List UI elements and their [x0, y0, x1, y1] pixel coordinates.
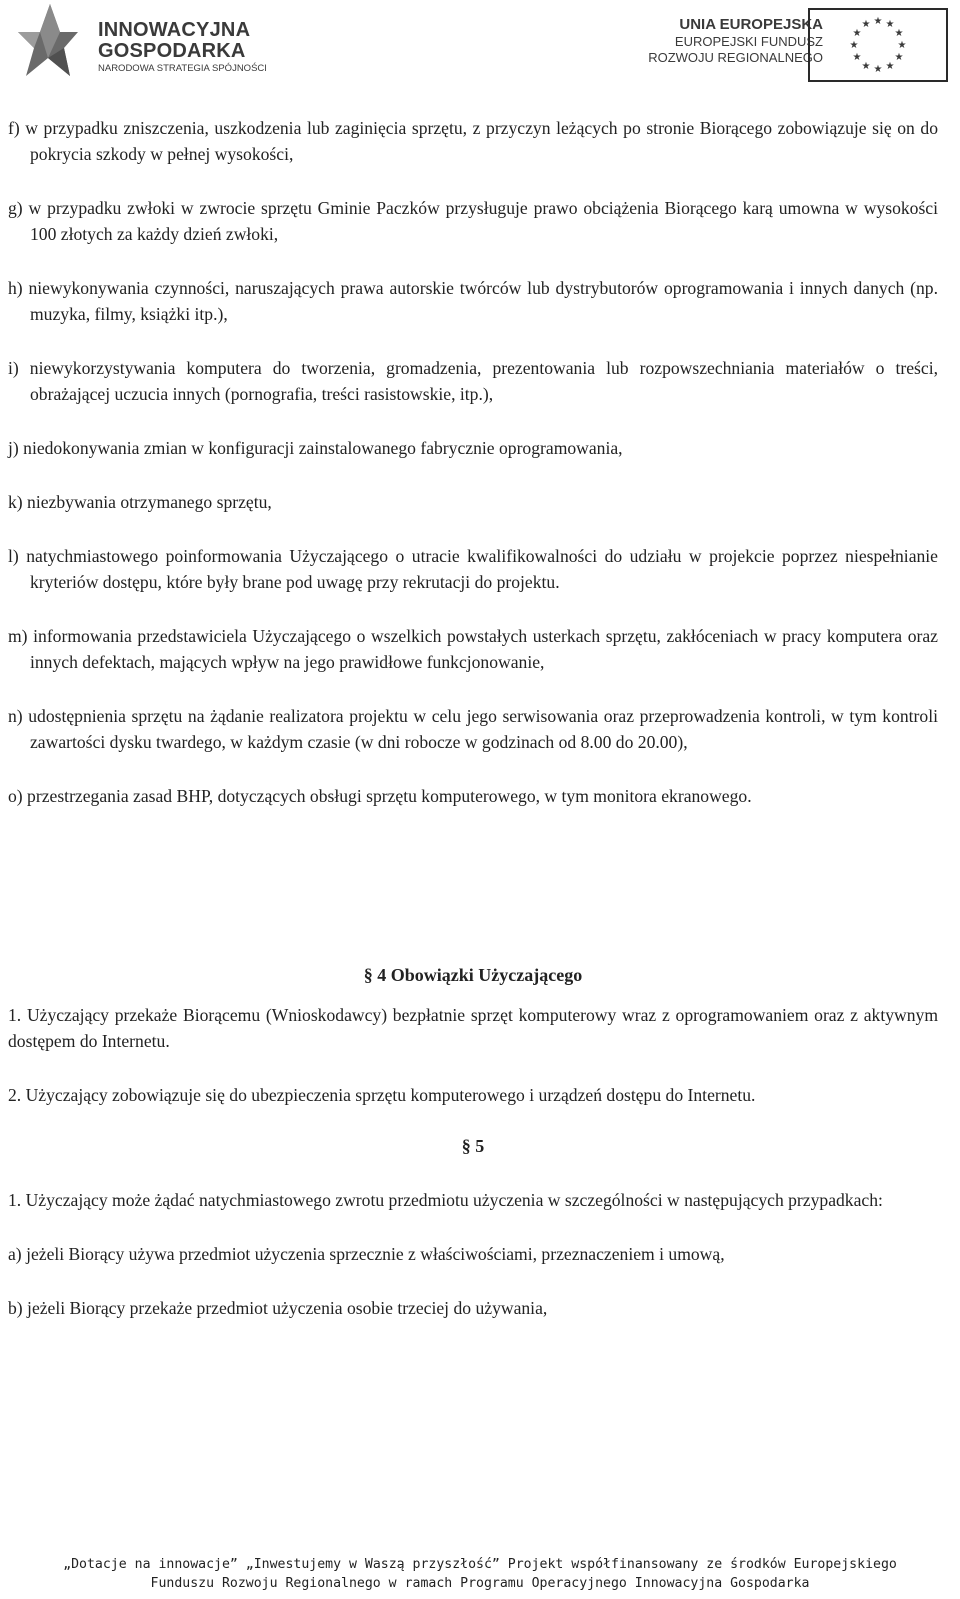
- innowacyjna-gospodarka-logo: [14, 2, 267, 80]
- svg-text:★: ★: [852, 52, 862, 63]
- eu-line1: UNIA EUROPEJSKA: [679, 16, 823, 33]
- item-l: l) natychmiastowego poinformowania Użyczającego o utracie kwalifikowalności do udziału w projekcie poprzez niespełnianie kryteriów dostępu, które były brane pod uwagę przy rekrutacji do projektu.: [8, 546, 938, 592]
- eu-flag-icon: [808, 8, 948, 82]
- document-body: [8, 115, 938, 1349]
- section4-paragraph-2: 2. Użyczający zobowiązuje się do ubezpieczenia sprzętu komputerowego i urządzeń dostępu do Internetu.: [8, 1085, 756, 1105]
- logo-title-line2: GOSPODARKA: [98, 40, 246, 62]
- eu-text-block: [648, 16, 823, 66]
- svg-text:★: ★: [861, 61, 871, 72]
- logo-title-line1: INNOWACYJNA: [98, 19, 251, 41]
- item-k: k) niezbywania otrzymanego sprzętu,: [8, 492, 272, 512]
- item-f: f) w przypadku zniszczenia, uszkodzenia lub zaginięcia sprzętu, z przyczyn leżących po stronie Biorącego zobowiązuje się on do pokrycia szkody w pełnej wysokości,: [8, 118, 938, 164]
- logo-subtitle: NARODOWA STRATEGIA SPÓJNOŚCI: [98, 63, 267, 74]
- svg-text:★: ★: [873, 16, 883, 27]
- page-header: [0, 0, 960, 90]
- svg-text:★: ★: [852, 28, 862, 39]
- section5-paragraph-1: 1. Użyczający może żądać natychmiastowego zwrotu przedmiotu użyczenia w szczególności w następujących przypadkach:: [8, 1190, 883, 1210]
- page-footer: [0, 1555, 960, 1593]
- item-m: m) informowania przedstawiciela Użyczającego o wszelkich powstałych usterkach sprzętu, zakłóceniach w pracy komputera oraz innych defektach, mających wpływ na jego prawidłowe funkcjonowanie,: [8, 626, 938, 672]
- item-o: o) przestrzegania zasad BHP, dotyczących obsługi sprzętu komputerowego, w tym monitora ekranowego.: [8, 786, 752, 806]
- section4-heading: § 4 Obowiązki Użyczającego: [363, 965, 583, 985]
- logo-title: [98, 20, 250, 62]
- section5-heading: § 5: [461, 1136, 485, 1156]
- eu-line3: ROZWOJU REGIONALNEGO: [648, 50, 823, 65]
- svg-text:★: ★: [894, 52, 904, 63]
- section5-item-b: b) jeżeli Biorący przekaże przedmiot użyczenia osobie trzeciej do używania,: [8, 1298, 548, 1318]
- section5-item-a: a) jeżeli Biorący używa przedmiot użyczenia sprzecznie z właściwościami, przeznaczeniem i umową,: [8, 1244, 725, 1264]
- item-j: j) niedokonywania zmian w konfiguracji zainstalowanego fabrycznie oprogramowania,: [8, 438, 623, 458]
- unia-europejska-logo: [615, 8, 955, 84]
- svg-text:★: ★: [885, 61, 895, 72]
- svg-text:★: ★: [897, 40, 907, 51]
- svg-text:★: ★: [849, 40, 859, 51]
- svg-text:★: ★: [894, 28, 904, 39]
- item-n: n) udostępnienia sprzętu na żądanie realizatora projektu w celu jego serwisowania oraz przeprowadzenia kontroli, w tym kontroli zawartości dysku twardego, w każdym czasie (w dni robocze w godzinach od 8.00 do 20.00),: [8, 706, 938, 752]
- spacer: [8, 837, 938, 965]
- section4-paragraph-1: 1. Użyczający przekaże Biorącemu (Wnioskodawcy) bezpłatnie sprzęt komputerowy wraz z oprogramowaniem oraz z aktywnym dostępem do Internetu.: [8, 1005, 938, 1051]
- svg-text:★: ★: [873, 64, 883, 75]
- item-i: i) niewykorzystywania komputera do tworzenia, gromadzenia, prezentowania lub rozpowszechniania materiałów o treści, obrażającej uczucia innych (pornografia, treści rasistowskie, itp.),: [8, 358, 938, 404]
- footer-line1: „Dotacje na innowacje” „Inwestujemy w Waszą przyszłość” Projekt współfinansowany ze środków Europejskiego: [63, 1557, 897, 1572]
- item-h: h) niewykonywania czynności, naruszających prawa autorskie twórców lub dystrybutorów oprogramowania i innych danych (np. muzyka, filmy, książki itp.),: [8, 278, 938, 324]
- item-g: g) w przypadku zwłoki w zwrocie sprzętu Gminie Paczków przysługuje prawo obciążenia Biorącego karą umowna w wysokości 100 złotych za każdy dzień zwłoki,: [8, 198, 938, 244]
- star-emblem-icon: [14, 2, 80, 78]
- svg-text:★: ★: [861, 19, 871, 30]
- footer-line2: Funduszu Rozwoju Regionalnego w ramach Programu Operacyjnego Innowacyjna Gospodarka: [150, 1576, 810, 1591]
- eu-line2: EUROPEJSKI FUNDUSZ: [674, 34, 823, 49]
- svg-text:★: ★: [885, 19, 895, 30]
